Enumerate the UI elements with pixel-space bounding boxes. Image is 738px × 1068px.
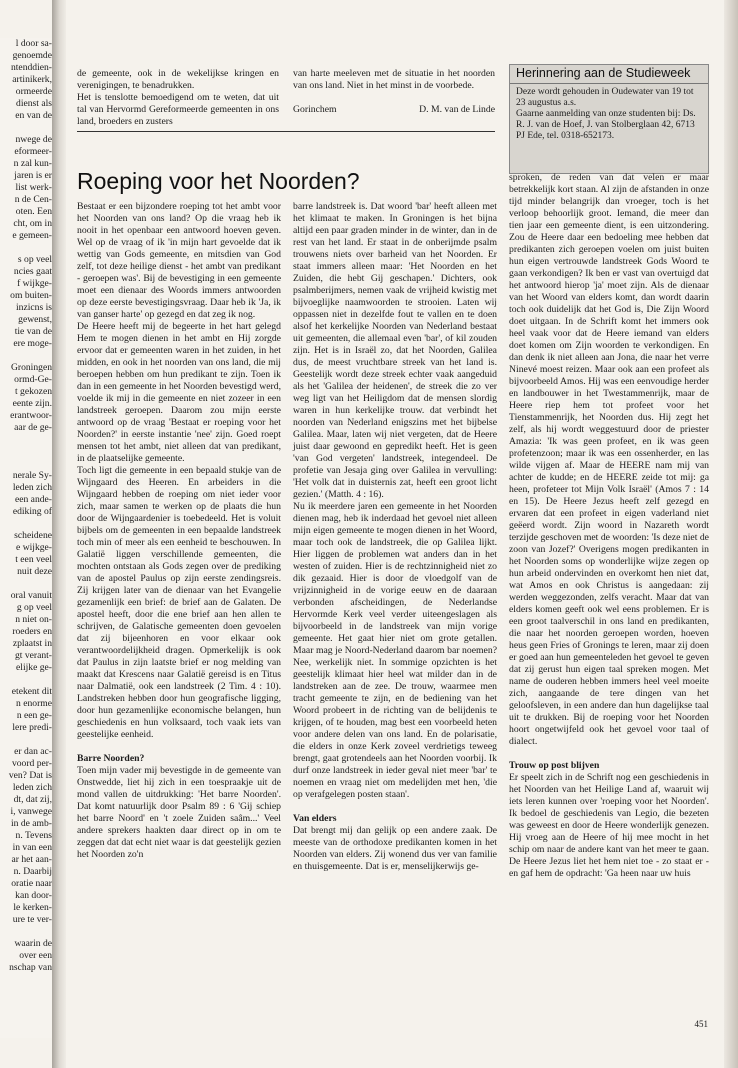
page-edge (724, 0, 738, 1068)
fragment-line: l door sa- (15, 38, 52, 49)
paragraph: van harte meeleven met de situatie in het noorden van ons land. Niet in het minst in de voorbede. (293, 68, 495, 91)
fragment-line: artinikerk, (12, 74, 52, 85)
fragment-line: genoemde (12, 50, 52, 61)
studieweek-notice-box (509, 64, 709, 174)
fragment-line (0, 434, 52, 446)
fragment-line: le kerken- (13, 902, 52, 913)
fragment-line: f wijkge- (17, 278, 52, 289)
fragment-line: ere moge- (13, 338, 52, 349)
fragment-line: kan door- (15, 890, 52, 901)
fragment-line: n enorme (16, 698, 52, 709)
fragment-line (0, 518, 52, 530)
fragment-line: ure te ver- (12, 914, 52, 925)
fragment-line: oten. Een (15, 206, 52, 217)
article-column-2 (293, 201, 497, 873)
fragment-line: tie van de (14, 326, 52, 337)
fragment-line: voord per- (11, 758, 52, 769)
fragment-line (0, 458, 52, 470)
fragment-line: n niet on- (15, 614, 52, 625)
fragment-line (0, 578, 52, 590)
notice-title: Herinnering aan de Studieweek (510, 65, 708, 84)
fragment-line (0, 350, 52, 362)
fragment-line: en van de (15, 110, 52, 121)
previous-page-column-fragment (0, 38, 52, 1038)
article-column-3 (509, 172, 709, 880)
fragment-line: cht, om in (13, 218, 52, 229)
subheading: Barre Noorden? (77, 753, 145, 764)
fragment-line: er dan ac- (14, 746, 52, 757)
fragment-line: t een veel (15, 554, 52, 565)
fragment-line: n. Tevens (15, 830, 52, 841)
fragment-line: ncies gaat (13, 266, 52, 277)
fragment-line: t gekozen (14, 386, 52, 397)
notice-line: Deze wordt gehouden in Oudewater van 19 tot 23 augustus a.s. (516, 87, 694, 108)
paragraph: Bestaat er een bijzondere roeping tot het ambt voor het Noorden van ons land? Op die vraag heb ik nooit in het openbaar een antwoord hoeven geven. Wel op de vraag of ik 'in mijn hart gevoelde dat ik wettig van Gods gemeente, en mitsdien van God zelf, tot deze heilige dienst - het ambt van predikant - geroepen was'. Bij de bevestiging in een gemeente moet een dienaar des Woords immers antwoorden op deze eerste bevestigingsvraag. Daar heb ik 'Ja, ik van ganser harte' op gezegd en dat zeg ik nog. (77, 201, 281, 320)
paragraph: Toen mijn vader mij bevestigde in de gemeente van Onstwedde, liet hij zich in een toespraakje uit de mond vallen de uitdrukking: 'Het barre Noorden'. Dat komt natuurlijk door Psalm 89 : 6 'Gij schiep het barre Noord' en 't zoele Zuiden saâm...' Veel andere sprekers haakten daar direct op in om te zeggen dat dat echt niet waar is dat geestelijk gezien het Noorden zo'n (77, 765, 281, 860)
fragment-line: dt, dat zij, (13, 794, 52, 805)
fragment-line: n een ge- (16, 710, 52, 721)
fragment-line: oratie naar (11, 878, 52, 889)
fragment-line: e wijkge- (16, 542, 52, 553)
fragment-line: n de Cen- (14, 194, 52, 205)
signature-author: D. M. van de Linde (419, 104, 495, 115)
fragment-line: elijke ge- (16, 662, 52, 673)
fragment-line: scheidene (14, 530, 52, 541)
fragment-line: waarin de (14, 938, 52, 949)
fragment-line: in de amb- (10, 818, 52, 829)
fragment-line: list werk- (15, 182, 52, 193)
paragraph: de gemeente, ook in de wekelijkse kringen en verenigingen, te benadrukken. (77, 68, 279, 91)
fragment-line (0, 242, 52, 254)
fragment-line: n. Daarbij (13, 866, 52, 877)
fragment-line: eformeer- (14, 146, 52, 157)
subheading: Van elders (293, 813, 337, 824)
fragment-line: ven? Dat is (8, 770, 52, 781)
fragment-line: ormeerde (15, 86, 52, 97)
fragment-line (0, 122, 52, 134)
fragment-line: erantwoor- (10, 410, 52, 421)
signature-place: Gorinchem (293, 104, 337, 115)
paragraph: sproken, de reden van dat velen er maar betrekkelijk kort staan. Al zijn de afstanden in onze tijd minder belangrijk dan vroeger, toch is het verloop behoorlijk groot. Iemand, die meer dan tien jaar een gemeente dient, is een uitzondering. Zou de Heere daar een bedoeling mee hebben dat predikanten zich geroepen voelen om juist buiten hun eigen vertrouwde landstreek Gods Woord te gaan verkondigen? Ik ben er vast van overtuigd dat het antwoord hierop 'ja' moet zijn. Als de dienaar van het Woord van elders komt, dan wordt daarin toch ook duidelijk dat het God is, Die Zijn Woord doet uitgaan. In de Schrift komt het immers ook heel vaak voor dat de Heere iemand van elders doet komen om Zijn woorden te verkondigen. En dan denk ik niet alleen aan Jona, die naar het verre Ninevé moest reizen. Maar ook aan een profeet als bijvoorbeeld Amos. Hij was een eenvoudige herder en landbouwer in het Twestammenrijk, maar de Heere riep hem tot profeet voor het Tienstammenrijk, het Noorden dus. Hij zegt het zelf, als hij wordt weggestuurd door de priester Amazia: 'Ik was geen profeet, en ik was geen profetenzoon; maar ik was een ossenherder, en las wilde vijgen af. Maar de HEERE nam mij van achter de kudde; en de HEERE zeide tot mij: ga heen, profeteer tot Mijn Volk Israël' (Amos 7 : 14 en 15). De Heere Jezus heeft zelf gezegd en ervaren dat een profeet in eigen vaderland niet geëerd wordt. Zijn woord in Nazareth wordt terzijde geschoven met de woorden: 'Is deze niet de zoon van Jozef?' Overigens mogen predikanten in het Noorden soms op wonderlijke wijze zegen op hun arbeid ondervinden en overkomt hen niet dat, wat Amos en ook Christus is aangedaan: zij werden weggezonden, zelfs veracht. Maar dat van elders komen geeft ook wel eens problemen. Er is een groot taalverschil in ons land en predikanten, die naar het noorden geroepen worden, hoeven heus geen Fries of Gronings te leren, maar zij doen er goed aan hun gemeenteleden het gevoel te geven dat zij gerust hun eigen taal spreken mogen. Met name de ouderen hebben immers heel veel moeite zich, aangaande de tere dingen van het geloofsleven, in een andere dan hun dagelijkse taal uit te drukken. Bij de roeping voor het Noorden hoort ongetwijfeld ook het gevoel voor taal of dialect. (509, 172, 709, 747)
fragment-line: ar het aan- (11, 854, 52, 865)
subheading: Trouw op post blijven (509, 760, 600, 771)
fragment-line: in van een (12, 842, 52, 853)
signature (293, 104, 495, 116)
fragment-line: over een (19, 950, 52, 961)
fragment-line: roeders en (12, 626, 52, 637)
fragment-line: ormd-Ge- (14, 374, 52, 385)
fragment-line: jaren is er (14, 170, 52, 181)
fragment-line: lere predi- (12, 722, 52, 733)
fragment-line: e gemeen- (12, 230, 52, 241)
fragment-line: leden zich (12, 782, 52, 793)
article-title: Roeping voor het Noorden? (77, 168, 360, 194)
fragment-line: s op veel (17, 254, 52, 265)
fragment-line: oral vanuit (10, 590, 52, 601)
fragment-line: nerale Sy- (12, 470, 52, 481)
fragment-line: ediking of (12, 506, 52, 517)
fragment-line: gewenst, (18, 314, 52, 325)
fragment-line: zplaatst in (12, 638, 52, 649)
fragment-line: inzicns is (16, 302, 52, 313)
paragraph: Toch ligt die gemeente in een bepaald stukje van de Wijngaard des Heeren. En arbeiders in die Wijngaard hebben de roeping om niet ieder voor zich, maar samen te werken op de plaats die hun door de Wijngaardenier is toebedeeld. Het is voluit bijbels om de gemeenten in een bepaalde landstreek toch min of meer als een eenheid te beschouwen. In Galatië liggen verschillende gemeenten, die mochten ontstaan als Gods zegen over de prediking van de apostel Paulus op zijn eerste zendingsreis. Zij krijgen later van de dienaar van het Evangelie gezamenlijk een brief: de brief aan de Galaten. De apostel heeft, door die ene brief aan hen allen te schrijven, de Galatische gemeenten doen gevoelen dat zij bijeenhoren en voor elkaar ook verantwoordelijkheid dragen. Opmerkelijk is ook dat Paulus in zijn laatste brief er nog melding van maakt dat Krescens naar Galatië gereisd is en Titus naar Dalmatië, ook een landstreek (2 Tim. 4 : 10). Landstreken hebben door hun geografische ligging, door hun gezamenlijke economische belangen, hun geschiedenis en hun volksaard, toch vaak iets van geestelijke eenheid. (77, 465, 281, 740)
paragraph: Het is tenslotte bemoedigend om te weten, dat uit tal van Hervormd Gereformeerde gemeenten in ons land, broeders en zusters (77, 92, 279, 127)
fragment-line: aar de ge- (14, 422, 52, 433)
fragment-line: ntenddien- (10, 62, 52, 73)
fragment-line: n zal kun- (13, 158, 52, 169)
top-article-column-2 (293, 68, 495, 116)
fragment-line: eente zijn. (12, 398, 52, 409)
fragment-line: i, vanwege (10, 806, 52, 817)
top-article-column-1 (77, 68, 279, 128)
fragment-line: om buiten- (10, 290, 52, 301)
fragment-line: leden zich (12, 482, 52, 493)
section-divider (77, 131, 495, 132)
fragment-line: Groningen (10, 362, 52, 373)
paragraph: Dat brengt mij dan gelijk op een andere zaak. De meeste van de orthodoxe predikanten komen in het Noorden van elders. Zij wonend dus ver van familie en thuisgemeente. Dat is er, menselijkerwijs ge- (293, 825, 497, 872)
paragraph: barre landstreek is. Dat woord 'bar' heeft alleen met het klimaat te maken. In Groningen is het bijna altijd een paar graden minder in de winter, dan in de rest van het land. Er staat in de onberijmde psalm trouwens niets over barheid van het Noorden. Er staat immers alleen maar: 'Het Noorden en het Zuiden, die hebt Gij geschapen.' Dichters, ook psalmberijmers, nemen vaak de vrijheid kwistig met bijvoeglijke naamwoorden te strooien. Laten wij oppassen niet in dezelfde fout te vallen en te doen alsof het kerkelijke Noorden van Nederland bestaat uit gemeenten, die allemaal even 'bar', of kil zouden zijn. Het is in Israël zo, dat het Noorden, Galilea dus, de meest vruchtbare streek van het land is. Geestelijk wordt deze streek echter vaak aangeduid als het 'Galilea der heidenen', de streek die zo ver weg ligt van het Heiligdom dat de mensen slordig waren in hun kerkelijke trouw. dat verbindt het noorden van Nederland enigszins met het bijbelse Galilea. Maar, laten wij niet vergeten, dat de Heere juist daar gewoond en gepredikt heeft. Het is geen 'van God vergeten' landstreek, integendeel. De profetie van Jesaja ging over Galilea in vervulling: 'Het volk dat in duisternis zat, heeft een groot licht gezien.' (Matth. 4 : 16). (293, 201, 497, 500)
paragraph: Er speelt zich in de Schrift nog een geschiedenis in het Noorden van het Heilige Land af, waaruit wij iets leren kunnen over 'roeping voor het Noorden'. Ik bedoel de geschiedenis van Legio, die bezeten was geweest en door de Heere wonderlijk genezen. Hij vroeg aan de Heere of hij mee mocht in het schip om naar de andere kant van het meer te gaan. De Heere Jezus liet het hem niet toe - zo staat er - en gaf hem de opdracht: 'Ga heen naar uw huis (509, 772, 709, 879)
fragment-line (0, 446, 52, 458)
fragment-line: nuit deze (17, 566, 52, 577)
fragment-line: nwege de (15, 134, 52, 145)
fragment-line (0, 734, 52, 746)
paragraph: De Heere heeft mij de begeerte in het hart gelegd Hem te mogen dienen in het ambt en Hij zorgde ervoor dat er gemeenten waren in het zuiden, in het midden, en ook in het noorden van ons land, die mij beroepen hebben om hun predikant te zijn. Toen ik dan in een gemeente in het Noorden bevestigd werd, voelde ik mij in die gemeente en niet zozeer in een landstreek geroepen. Daarom zou mijn eerste antwoord op de vraag 'Bestaat er roeping voor het Noorden?' in eerste instantie 'nee' zijn. Goed roept mensen tot het ambt, niet alleen dat van predikant, in de plaatselijke gemeente. (77, 321, 281, 464)
paragraph: Nu ik meerdere jaren een gemeente in het Noorden dienen mag, heb ik inderdaad het gevoel niet alleen mijn eigen gemeente te mogen dienen in het Woord, maar toch ook de landstreek, die op Galilea lijkt. Hier liggen de problemen wat anders dan in het westen of zuiden. Hier is de rechtzinnigheid niet zo dik gezaaid. Hier is door de vloedgolf van de vrijzinnigheid in de vorige eeuw en de daaraan verbonden afscheidingen, de Nederlandse Hervormde Kerk veel verder uiteengeslagen als bijvoorbeeld in de landstreek van mijn vorige gemeente. Het gaat hier niet om grote getallen. Maar mag je Noord-Nederland daarom bar noemen? Nee, werkelijk niet. In sommige opzichten is het geestelijk klimaat hier heel wat milder dan in de landstreken aan de zee. De trouw, waarmee men tracht gemeente te zijn, en de bediening van het Woord probeert in de richting van de belijdenis te krijgen, of te houden, mag best een voorbeeld heten voor andere delen van ons land. En de polarisatie, die elders in onze Kerk zoveel verdrietigs teweeg brengt, gaat grotendeels aan het Noorden voorbij. Ik durf onze landstreek in ieder geval niet meer 'bar' te noemen en vraag niet om medelijden met hen, 'die op verafgelegen posten staan'. (293, 501, 497, 800)
fragment-line (0, 926, 52, 938)
fragment-line: etekent dit (11, 686, 52, 697)
page-gutter (52, 0, 66, 1068)
fragment-line (0, 674, 52, 686)
fragment-line: dienst als (16, 98, 52, 109)
page-number: 451 (694, 1019, 708, 1029)
notice-line: Gaarne aanmelding van onze studenten bij: Ds. R. J. van de Hoef, J. van Stolberglaan 42, 6713 PJ Ede, tel. 0318-652173. (516, 109, 696, 141)
fragment-line: g op veel (16, 602, 52, 613)
fragment-line: nschap van (9, 962, 52, 973)
fragment-line: een ande- (14, 494, 52, 505)
article-column-1 (77, 201, 281, 861)
fragment-line: gt verant- (14, 650, 52, 661)
